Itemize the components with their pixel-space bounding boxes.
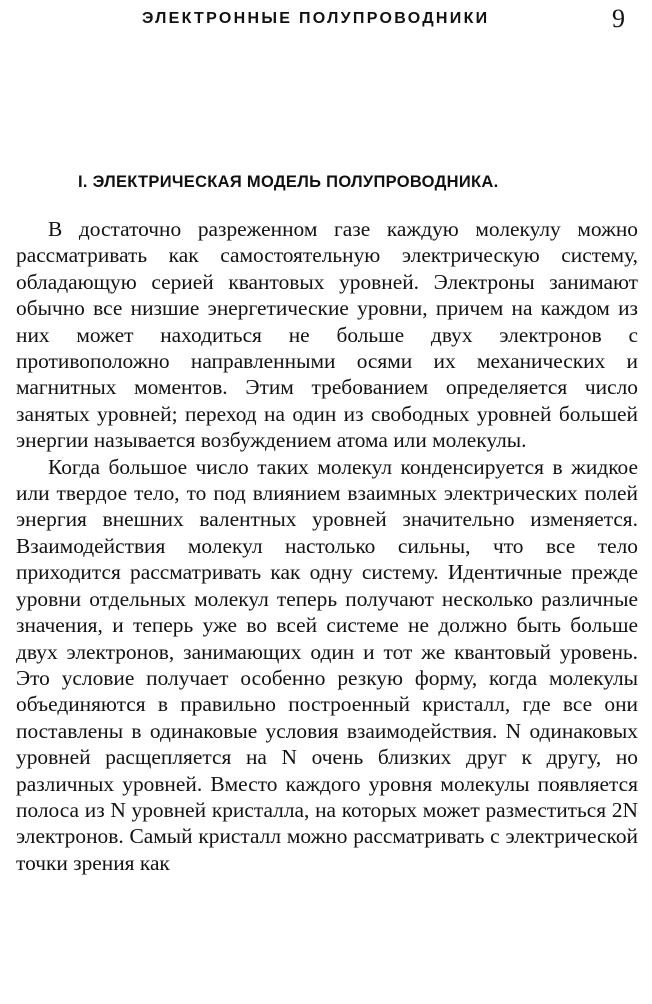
page-number: 9 (612, 4, 625, 33)
paragraph-1: В достаточно разреженном газе каждую молекулу можно рассматривать как самостоятельную электрическую систему, обладающую серией квантовых уровней. Электроны занимают обычно все низшие энергетические уровни, причем на каждом из них может находиться не больше двух электронов с противоположно направленными осями их механических и магнитных моментов. Этим требованием определяется число занятых уровней; переход на один из свободных уровней большей энергии называется возбуждением атома или молекулы. (16, 217, 638, 453)
running-head: ЭЛЕКТРОННЫЕ ПОЛУПРОВОДНИКИ (142, 10, 490, 27)
body-text (16, 216, 638, 876)
paragraph-2: Когда большое число таких молекул конденсируется в жидкое или твердое тело, то под влиянием взаимных электрических полей энергия внешних валентных уровней значительно изменяется. Взаимодействия молекул настолько сильны, что все тело приходится рассматривать как одну систему. Идентичные прежде уровни отдельных молекул теперь получают несколько различные значения, и теперь уже во всей системе не должно быть больше двух электронов, занимающих один и тот же квантовый уровень. Это условие получает особенно резкую форму, когда молекулы объединяются в правильно построенный кристалл, где все они поставлены в одинаковые условия взаимодействия. N одинаковых уровней расщепляется на N очень близких друг к другу, но различных уровней. Вместо каждого уровня молекулы появляется полоса из N уровней кристалла, на которых может разместиться 2N электронов. Самый кристалл можно рассматривать с электрической точки зрения как (16, 454, 638, 875)
section-heading: I. ЭЛЕКТРИЧЕСКАЯ МОДЕЛЬ ПОЛУПРОВОДНИКА. (78, 173, 499, 191)
